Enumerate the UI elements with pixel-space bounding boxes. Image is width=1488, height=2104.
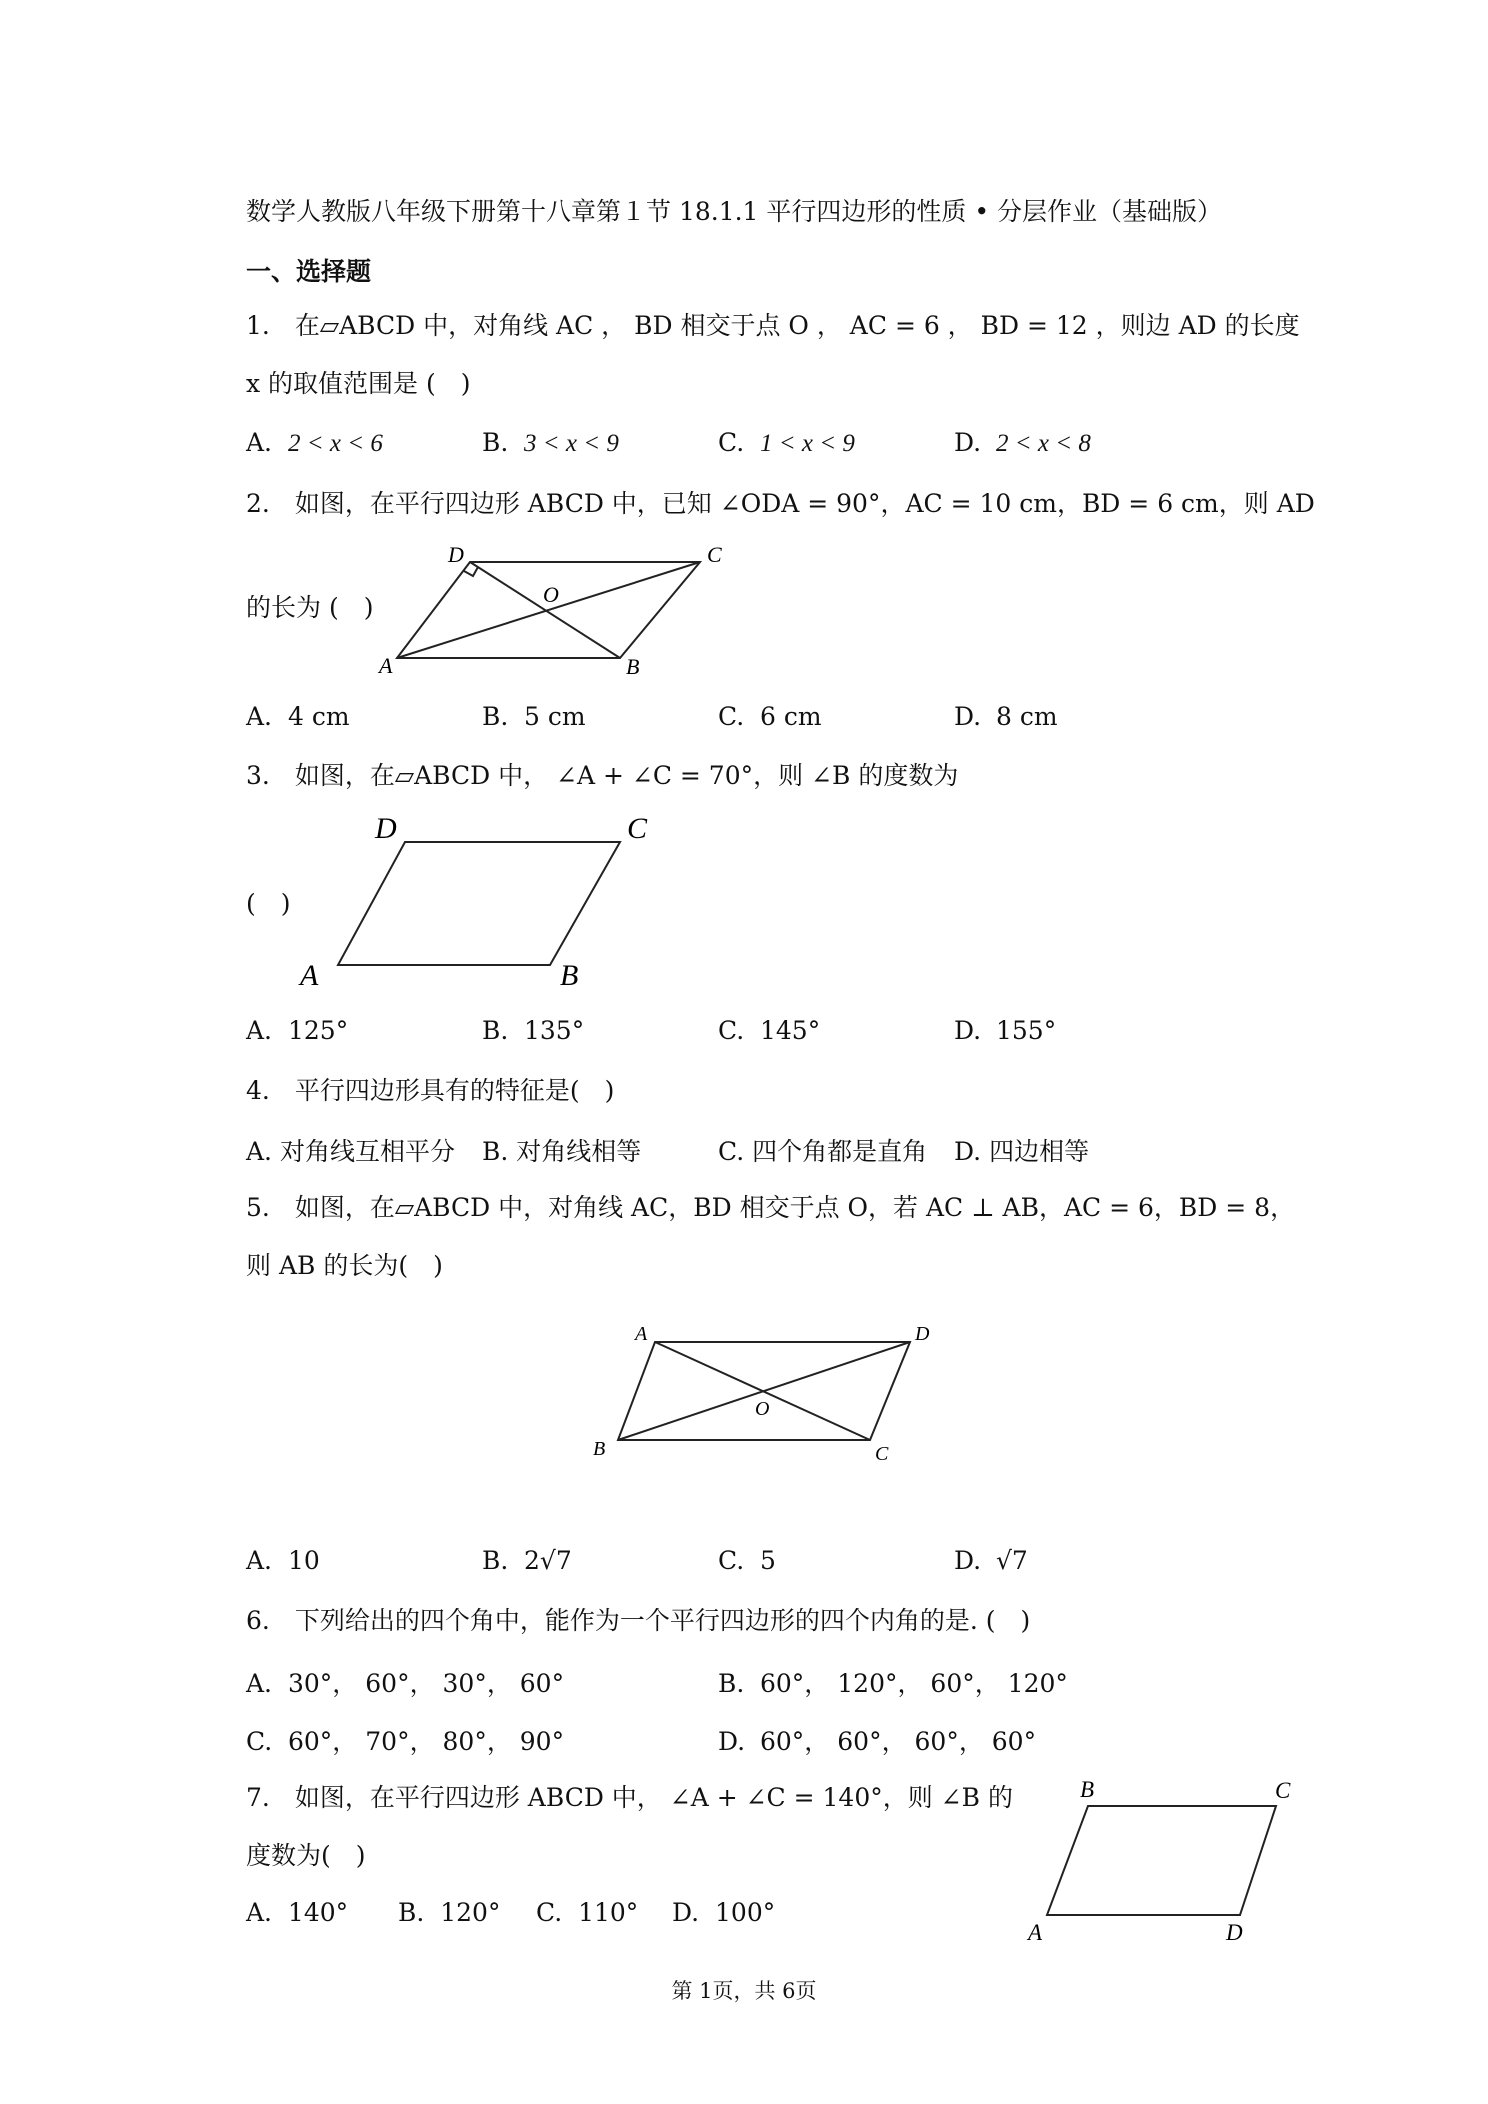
figure-label-d: D	[375, 812, 397, 845]
figure-label-d: D	[448, 542, 464, 567]
question-3-option-a: A. 125°	[246, 1016, 349, 1045]
question-5-option-b: B. 2√7	[482, 1546, 572, 1575]
question-7-option-d: D. 100°	[672, 1898, 776, 1927]
question-7-line-1: 7. 如图，在平行四边形 ABCD 中， ∠A + ∠C = 140°，则 ∠B 的	[246, 1783, 1013, 1812]
question-7-option-a: A. 140°	[246, 1898, 349, 1927]
figure-label-a: A	[300, 959, 319, 992]
question-2-option-a: A. 4 cm	[246, 702, 350, 731]
question-5-line-1: 5. 如图，在▱ABCD 中，对角线 AC，BD 相交于点 O，若 AC ⊥ AB，AC = 6，BD = 8，	[246, 1193, 1296, 1222]
figure-label-b: B	[560, 959, 579, 992]
question-1-line-1: 1. 在▱ABCD 中，对角线 AC ， BD 相交于点 O ， AC = 6 ， BD = 12 ，则边 AD 的长度	[246, 311, 1300, 340]
question-2-option-d: D. 8 cm	[954, 702, 1058, 731]
figure-label-b: B	[593, 1438, 606, 1460]
question-2-option-b: B. 5 cm	[482, 702, 586, 731]
figure-label-b: B	[626, 654, 640, 679]
figure-label-c: C	[707, 542, 722, 567]
question-1-option-c: C. 1 < x < 9	[718, 428, 855, 457]
question-5-line-2: 则 AB 的长为( )	[246, 1251, 443, 1280]
question-6-option-b: B. 60°， 120°， 60°， 120°	[718, 1669, 1068, 1698]
question-7-figure	[1020, 1770, 1310, 1950]
diagonal-bd	[470, 562, 620, 658]
question-1-option-b: B. 3 < x < 9	[482, 428, 619, 457]
question-3-line-2: ( )	[246, 889, 291, 918]
page-footer: 第 1页，共 6页	[671, 1979, 817, 2003]
question-3-option-b: B. 135°	[482, 1016, 585, 1045]
question-4-option-c: C. 四个角都是直角	[718, 1137, 928, 1166]
question-7-option-b: B. 120°	[398, 1898, 501, 1927]
question-7-option-c: C. 110°	[536, 1898, 639, 1927]
figure-label-a: A	[1028, 1920, 1043, 1945]
figure-label-c: C	[627, 812, 648, 845]
question-6-line-1: 6. 下列给出的四个角中，能作为一个平行四边形的四个内角的是. ( )	[246, 1606, 1031, 1635]
question-7-line-2: 度数为( )	[246, 1841, 366, 1870]
question-4-option-a: A. 对角线互相平分	[246, 1137, 455, 1166]
figure-label-o: O	[755, 1398, 770, 1420]
question-6-option-d: D. 60°， 60°， 60°， 60°	[718, 1727, 1037, 1756]
question-6-option-a: A. 30°， 60°， 30°， 60°	[246, 1669, 565, 1698]
question-4-line-1: 4. 平行四边形具有的特征是( )	[246, 1076, 615, 1105]
question-5-figure	[585, 1320, 945, 1470]
diagonal-bd	[618, 1342, 910, 1440]
question-3-option-d: D. 155°	[954, 1016, 1057, 1045]
figure-label-o: O	[543, 582, 559, 607]
question-4-option-b: B. 对角线相等	[482, 1137, 642, 1166]
diagonal-ac	[397, 562, 700, 658]
figure-label-a: A	[635, 1323, 648, 1345]
question-2-figure	[375, 540, 735, 680]
figure-label-a: A	[379, 653, 393, 678]
figure-label-b: B	[1080, 1777, 1095, 1802]
page-title: 数学人教版八年级下册第十八章第１节 18.1.1 平行四边形的性质 • 分层作业（基础版）	[246, 197, 1223, 226]
question-2-option-c: C. 6 cm	[718, 702, 822, 731]
question-6-option-c: C. 60°， 70°， 80°， 90°	[246, 1727, 565, 1756]
parallelogram-outline	[1047, 1806, 1276, 1915]
question-5-option-d: D. √7	[954, 1546, 1028, 1575]
question-1-option-a: A. 2 < x < 6	[246, 428, 383, 457]
question-2-line-2: 的长为 ( )	[246, 593, 374, 622]
figure-label-d: D	[915, 1323, 930, 1345]
question-1-option-d: D. 2 < x < 8	[954, 428, 1091, 457]
question-3-figure	[290, 810, 680, 1000]
question-5-option-c: C. 5	[718, 1546, 776, 1575]
question-4-option-d: D. 四边相等	[954, 1137, 1090, 1166]
section-heading: 一、选择题	[246, 257, 372, 286]
question-5-option-a: A. 10	[246, 1546, 320, 1575]
question-3-option-c: C. 145°	[718, 1016, 821, 1045]
question-1-line-2: x 的取值范围是 ( )	[246, 369, 471, 398]
figure-label-c: C	[875, 1443, 889, 1465]
parallelogram-outline	[338, 842, 620, 965]
question-2-line-1: 2. 如图，在平行四边形 ABCD 中，已知 ∠ODA = 90°，AC = 10 cm，BD = 6 cm，则 AD	[246, 489, 1315, 518]
figure-label-c: C	[1275, 1778, 1291, 1803]
question-3-line-1: 3. 如图，在▱ABCD 中， ∠A + ∠C = 70°，则 ∠B 的度数为	[246, 761, 959, 790]
figure-label-d: D	[1226, 1920, 1243, 1945]
